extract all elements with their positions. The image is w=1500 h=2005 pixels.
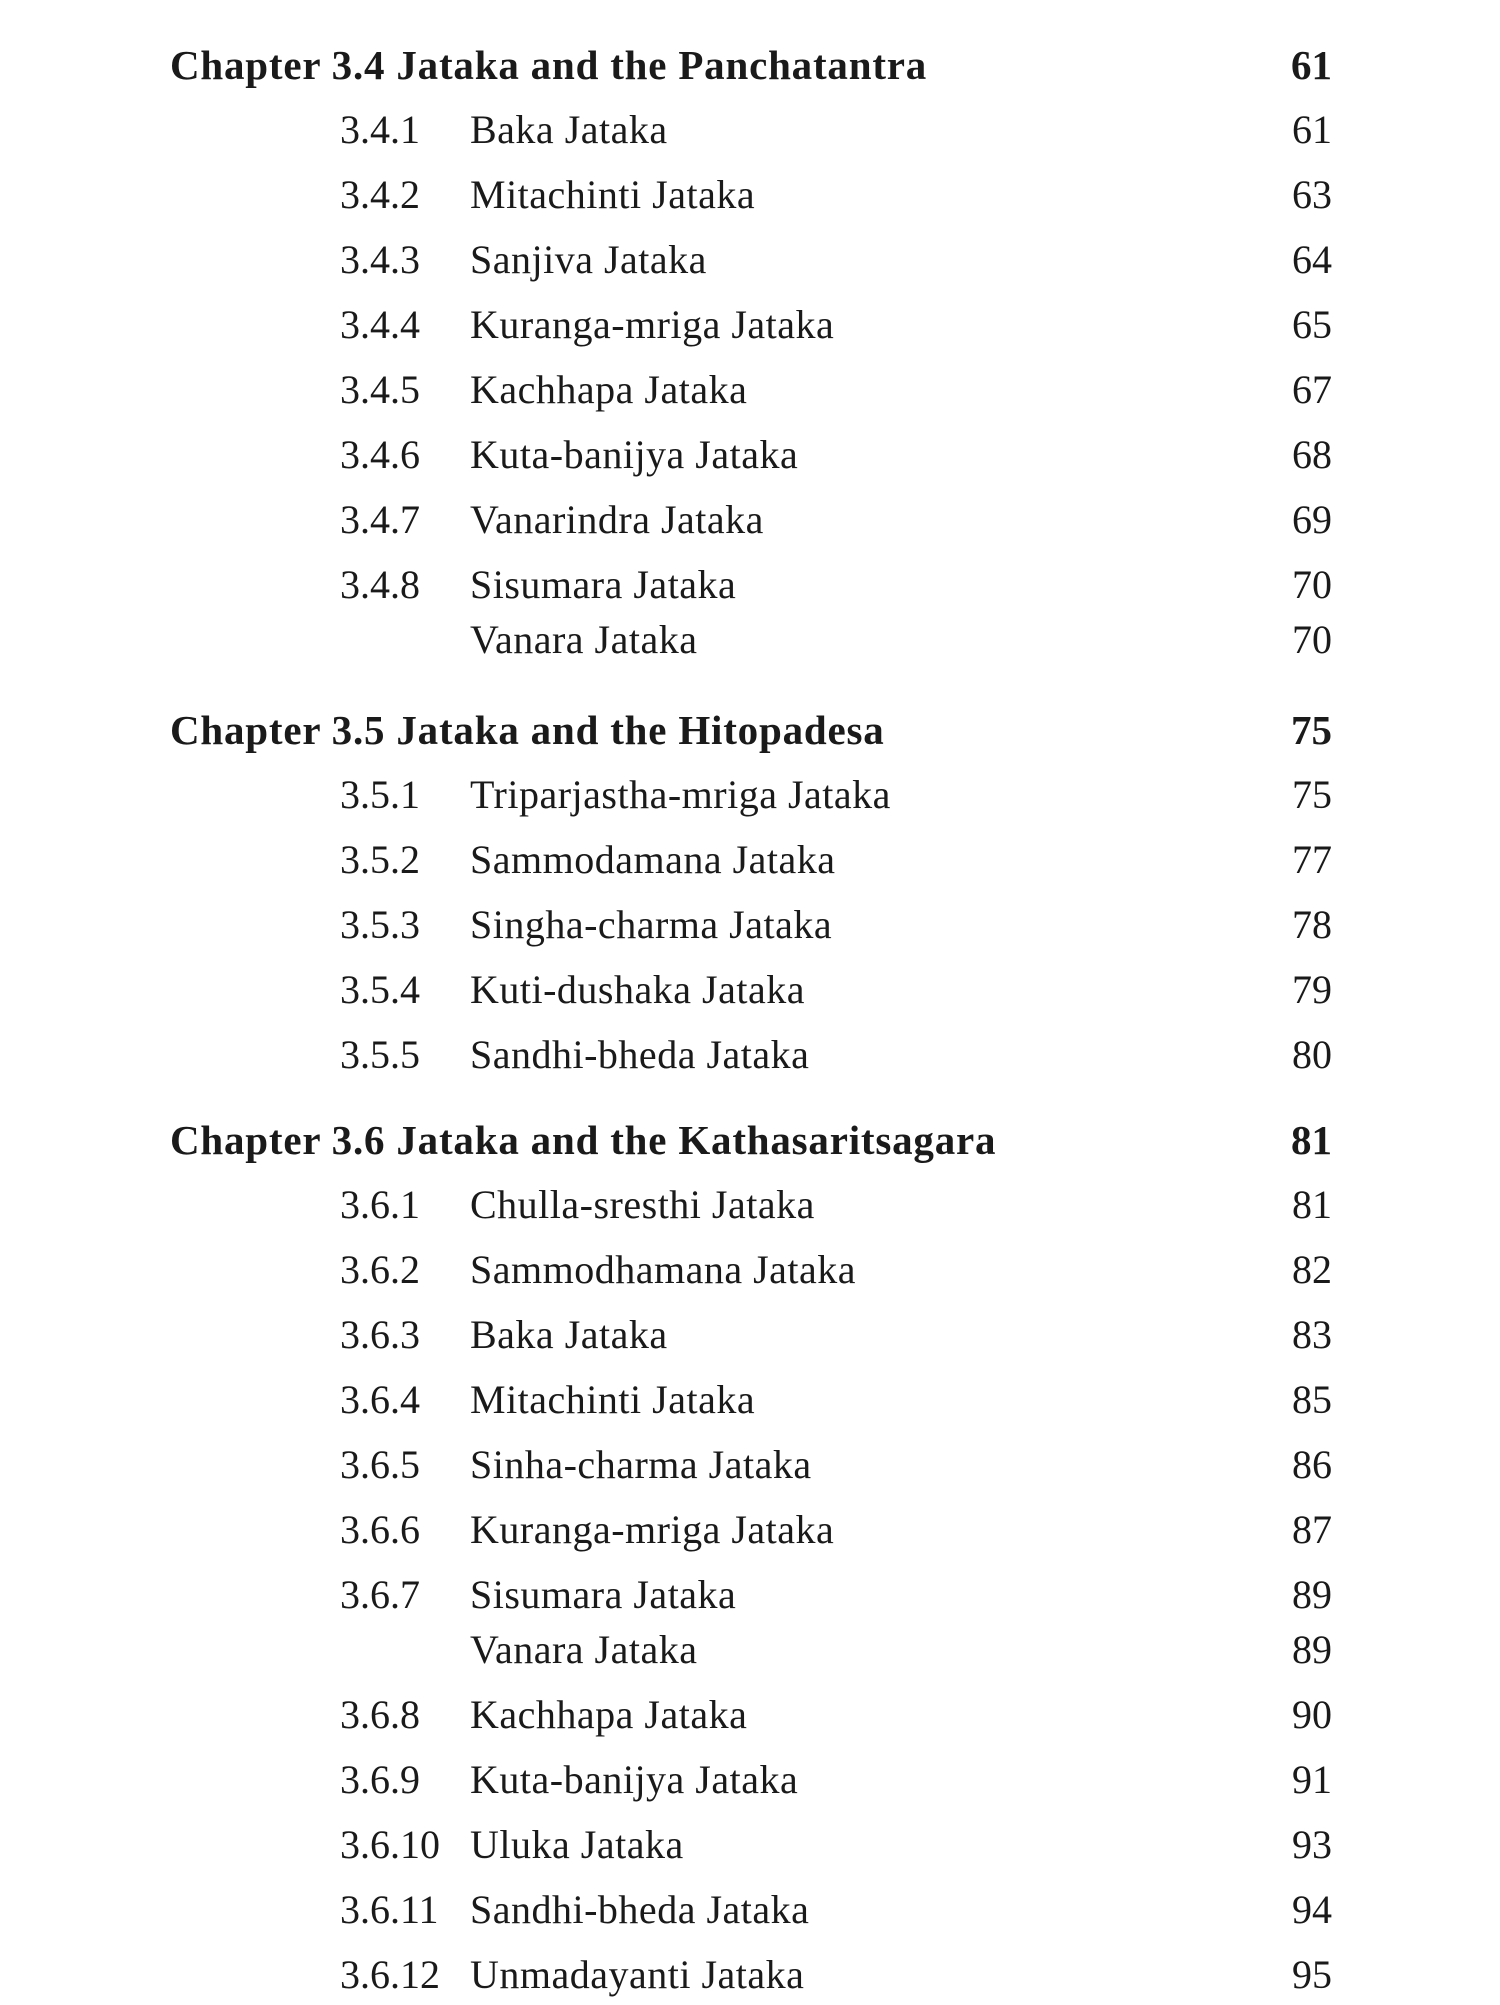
toc-entry xyxy=(0,1500,1500,1560)
entry-title: Vanara Jataka xyxy=(470,1627,698,1672)
toc-entry xyxy=(0,1880,1500,1940)
entry-title: Mitachinti Jataka xyxy=(470,1377,756,1422)
entry-number: 3.5.5 xyxy=(340,1032,420,1077)
entry-number: 3.4.6 xyxy=(340,432,420,477)
entry-number: 3.6.10 xyxy=(340,1822,440,1867)
entry-title: Baka Jataka xyxy=(470,107,668,152)
chapter-page-number: 61 xyxy=(1291,42,1332,88)
entry-page-number: 61 xyxy=(1292,107,1332,152)
entry-title: Triparjastha-mriga Jataka xyxy=(470,772,891,817)
entry-number: 3.4.7 xyxy=(340,497,420,542)
toc-entry xyxy=(0,425,1500,485)
entry-number: 3.4.5 xyxy=(340,367,420,412)
toc-entry xyxy=(0,895,1500,955)
chapter-page-number: 81 xyxy=(1291,1117,1332,1163)
entry-number: 3.6.6 xyxy=(340,1507,420,1552)
toc-entry xyxy=(0,1685,1500,1745)
toc-entry xyxy=(0,830,1500,890)
entry-page-number: 93 xyxy=(1292,1822,1332,1867)
entry-page-number: 86 xyxy=(1292,1442,1332,1487)
entry-page-number: 79 xyxy=(1292,967,1332,1012)
entry-page-number: 77 xyxy=(1292,837,1332,882)
toc-entry xyxy=(0,490,1500,550)
entry-title: Sammodamana Jataka xyxy=(470,837,836,882)
chapter-page-number: 75 xyxy=(1291,707,1332,753)
entry-title: Baka Jataka xyxy=(470,1312,668,1357)
entry-page-number: 67 xyxy=(1292,367,1332,412)
toc-entry xyxy=(0,1565,1500,1625)
toc-entry xyxy=(0,555,1500,615)
entry-title: Kuranga-mriga Jataka xyxy=(470,302,835,347)
entry-page-number: 78 xyxy=(1292,902,1332,947)
entry-title: Mitachinti Jataka xyxy=(470,172,756,217)
toc-entry xyxy=(0,360,1500,420)
entry-page-number: 85 xyxy=(1292,1377,1332,1422)
entry-title: Sinha-charma Jataka xyxy=(470,1442,812,1487)
toc-entry xyxy=(0,1240,1500,1300)
entry-number: 3.6.4 xyxy=(340,1377,420,1422)
toc-entry xyxy=(0,1815,1500,1875)
entry-title: Kuranga-mriga Jataka xyxy=(470,1507,835,1552)
entry-title: Sanjiva Jataka xyxy=(470,237,707,282)
entry-title: Sandhi-bheda Jataka xyxy=(470,1032,810,1077)
entry-page-number: 94 xyxy=(1292,1887,1332,1932)
entry-page-number: 89 xyxy=(1292,1572,1332,1617)
toc-entry xyxy=(0,610,1500,670)
entry-number: 3.6.11 xyxy=(340,1887,439,1932)
toc-entry xyxy=(0,295,1500,355)
entry-number: 3.5.4 xyxy=(340,967,420,1012)
toc-entry xyxy=(0,230,1500,290)
toc-entry xyxy=(0,1945,1500,2005)
entry-number: 3.6.1 xyxy=(340,1182,420,1227)
entry-number: 3.4.3 xyxy=(340,237,420,282)
entry-number: 3.6.9 xyxy=(340,1757,420,1802)
entry-title: Kuti-dushaka Jataka xyxy=(470,967,805,1012)
entry-title: Singha-charma Jataka xyxy=(470,902,833,947)
entry-title: Chulla-sresthi Jataka xyxy=(470,1182,815,1227)
chapter-heading-3-6 xyxy=(0,1110,1500,1170)
toc-entry xyxy=(0,1750,1500,1810)
entry-page-number: 64 xyxy=(1292,237,1332,282)
entry-page-number: 89 xyxy=(1292,1627,1332,1672)
toc-entry xyxy=(0,1305,1500,1365)
entry-page-number: 75 xyxy=(1292,772,1332,817)
toc-entry xyxy=(0,165,1500,225)
entry-number: 3.6.2 xyxy=(340,1247,420,1292)
entry-title: Sisumara Jataka xyxy=(470,562,737,607)
entry-page-number: 81 xyxy=(1292,1182,1332,1227)
entry-page-number: 83 xyxy=(1292,1312,1332,1357)
entry-number: 3.6.12 xyxy=(340,1952,440,1997)
chapter-heading-3-4 xyxy=(0,35,1500,95)
entry-page-number: 80 xyxy=(1292,1032,1332,1077)
chapter-heading-3-5 xyxy=(0,700,1500,760)
entry-number: 3.5.1 xyxy=(340,772,420,817)
entry-title: Kachhapa Jataka xyxy=(470,1692,748,1737)
entry-page-number: 82 xyxy=(1292,1247,1332,1292)
entry-number: 3.4.2 xyxy=(340,172,420,217)
chapter-title: Chapter 3.5 Jataka and the Hitopadesa xyxy=(170,707,885,753)
entry-page-number: 91 xyxy=(1292,1757,1332,1802)
entry-title: Kuta-banijya Jataka xyxy=(470,432,799,477)
entry-title: Unmadayanti Jataka xyxy=(470,1952,805,1997)
entry-title: Vanarindra Jataka xyxy=(470,497,764,542)
entry-page-number: 90 xyxy=(1292,1692,1332,1737)
entry-title: Vanara Jataka xyxy=(470,617,698,662)
entry-title: Sammodhamana Jataka xyxy=(470,1247,857,1292)
entry-page-number: 70 xyxy=(1292,617,1332,662)
toc-entry xyxy=(0,1025,1500,1085)
entry-title: Kuta-banijya Jataka xyxy=(470,1757,799,1802)
entry-number: 3.5.3 xyxy=(340,902,420,947)
entry-page-number: 95 xyxy=(1292,1952,1332,1997)
toc-entry xyxy=(0,765,1500,825)
entry-number: 3.5.2 xyxy=(340,837,420,882)
entry-title: Sisumara Jataka xyxy=(470,1572,737,1617)
toc-entry xyxy=(0,100,1500,160)
entry-page-number: 70 xyxy=(1292,562,1332,607)
chapter-title: Chapter 3.6 Jataka and the Kathasaritsagara xyxy=(170,1117,997,1163)
toc-entry xyxy=(0,1620,1500,1680)
entry-number: 3.6.5 xyxy=(340,1442,420,1487)
toc-entry xyxy=(0,1435,1500,1495)
entry-number: 3.4.1 xyxy=(340,107,420,152)
toc-entry xyxy=(0,1175,1500,1235)
entry-number: 3.6.3 xyxy=(340,1312,420,1357)
entry-page-number: 63 xyxy=(1292,172,1332,217)
entry-title: Uluka Jataka xyxy=(470,1822,684,1867)
entry-number: 3.6.7 xyxy=(340,1572,420,1617)
entry-title: Kachhapa Jataka xyxy=(470,367,748,412)
entry-page-number: 65 xyxy=(1292,302,1332,347)
entry-number: 3.6.8 xyxy=(340,1692,420,1737)
entry-page-number: 68 xyxy=(1292,432,1332,477)
chapter-title: Chapter 3.4 Jataka and the Panchatantra xyxy=(170,42,928,88)
entry-page-number: 87 xyxy=(1292,1507,1332,1552)
entry-number: 3.4.8 xyxy=(340,562,420,607)
entry-title: Sandhi-bheda Jataka xyxy=(470,1887,810,1932)
toc-entry xyxy=(0,960,1500,1020)
entry-page-number: 69 xyxy=(1292,497,1332,542)
entry-number: 3.4.4 xyxy=(340,302,420,347)
toc-entry xyxy=(0,1370,1500,1430)
